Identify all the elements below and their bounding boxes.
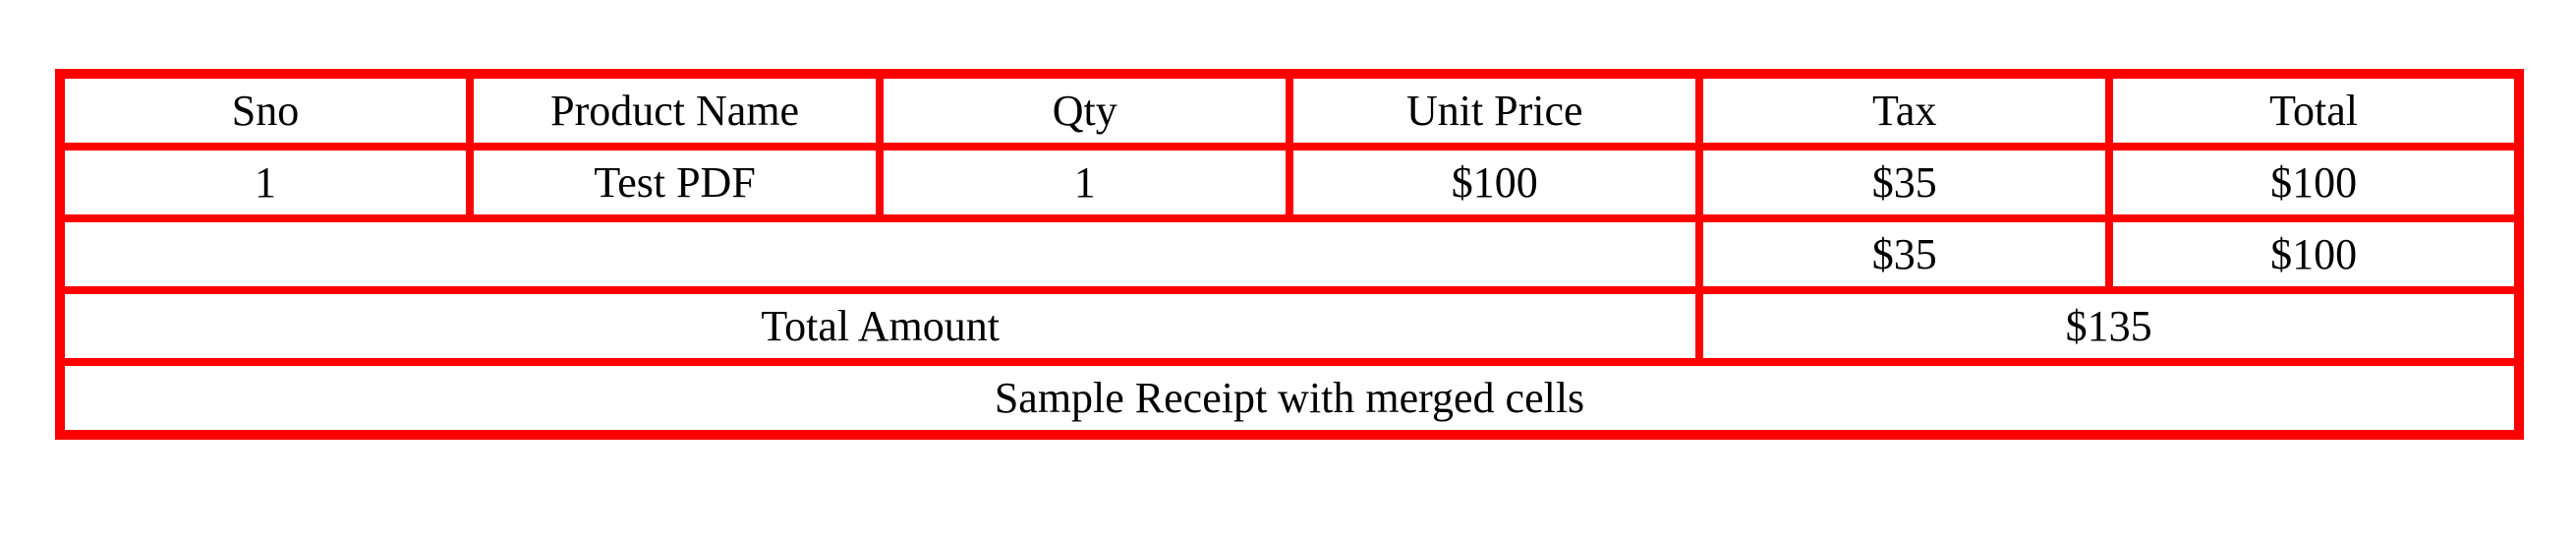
header-tax: Tax — [1699, 74, 2109, 147]
item-sno: 1 — [60, 147, 470, 218]
grand-total-row — [60, 290, 2519, 362]
header-row — [60, 74, 2519, 147]
item-tax: $35 — [1699, 147, 2109, 218]
header-unit-price: Unit Price — [1289, 74, 1699, 147]
header-qty: Qty — [880, 74, 1289, 147]
subtotal-row — [60, 218, 2519, 290]
footer-row — [60, 362, 2519, 435]
grand-total-value: $135 — [1699, 290, 2519, 362]
header-total: Total — [2109, 74, 2519, 147]
subtotal-total: $100 — [2109, 218, 2519, 290]
grand-total-label: Total Amount — [60, 290, 1699, 362]
footer-caption: Sample Receipt with merged cells — [60, 362, 2519, 435]
table-row — [60, 147, 2519, 218]
item-total: $100 — [2109, 147, 2519, 218]
item-product-name: Test PDF — [470, 147, 880, 218]
subtotal-label — [60, 218, 1699, 290]
header-product-name: Product Name — [470, 74, 880, 147]
item-qty: 1 — [880, 147, 1289, 218]
subtotal-tax: $35 — [1699, 218, 2109, 290]
item-unit-price: $100 — [1289, 147, 1699, 218]
header-sno: Sno — [60, 74, 470, 147]
receipt-table — [55, 69, 2524, 440]
